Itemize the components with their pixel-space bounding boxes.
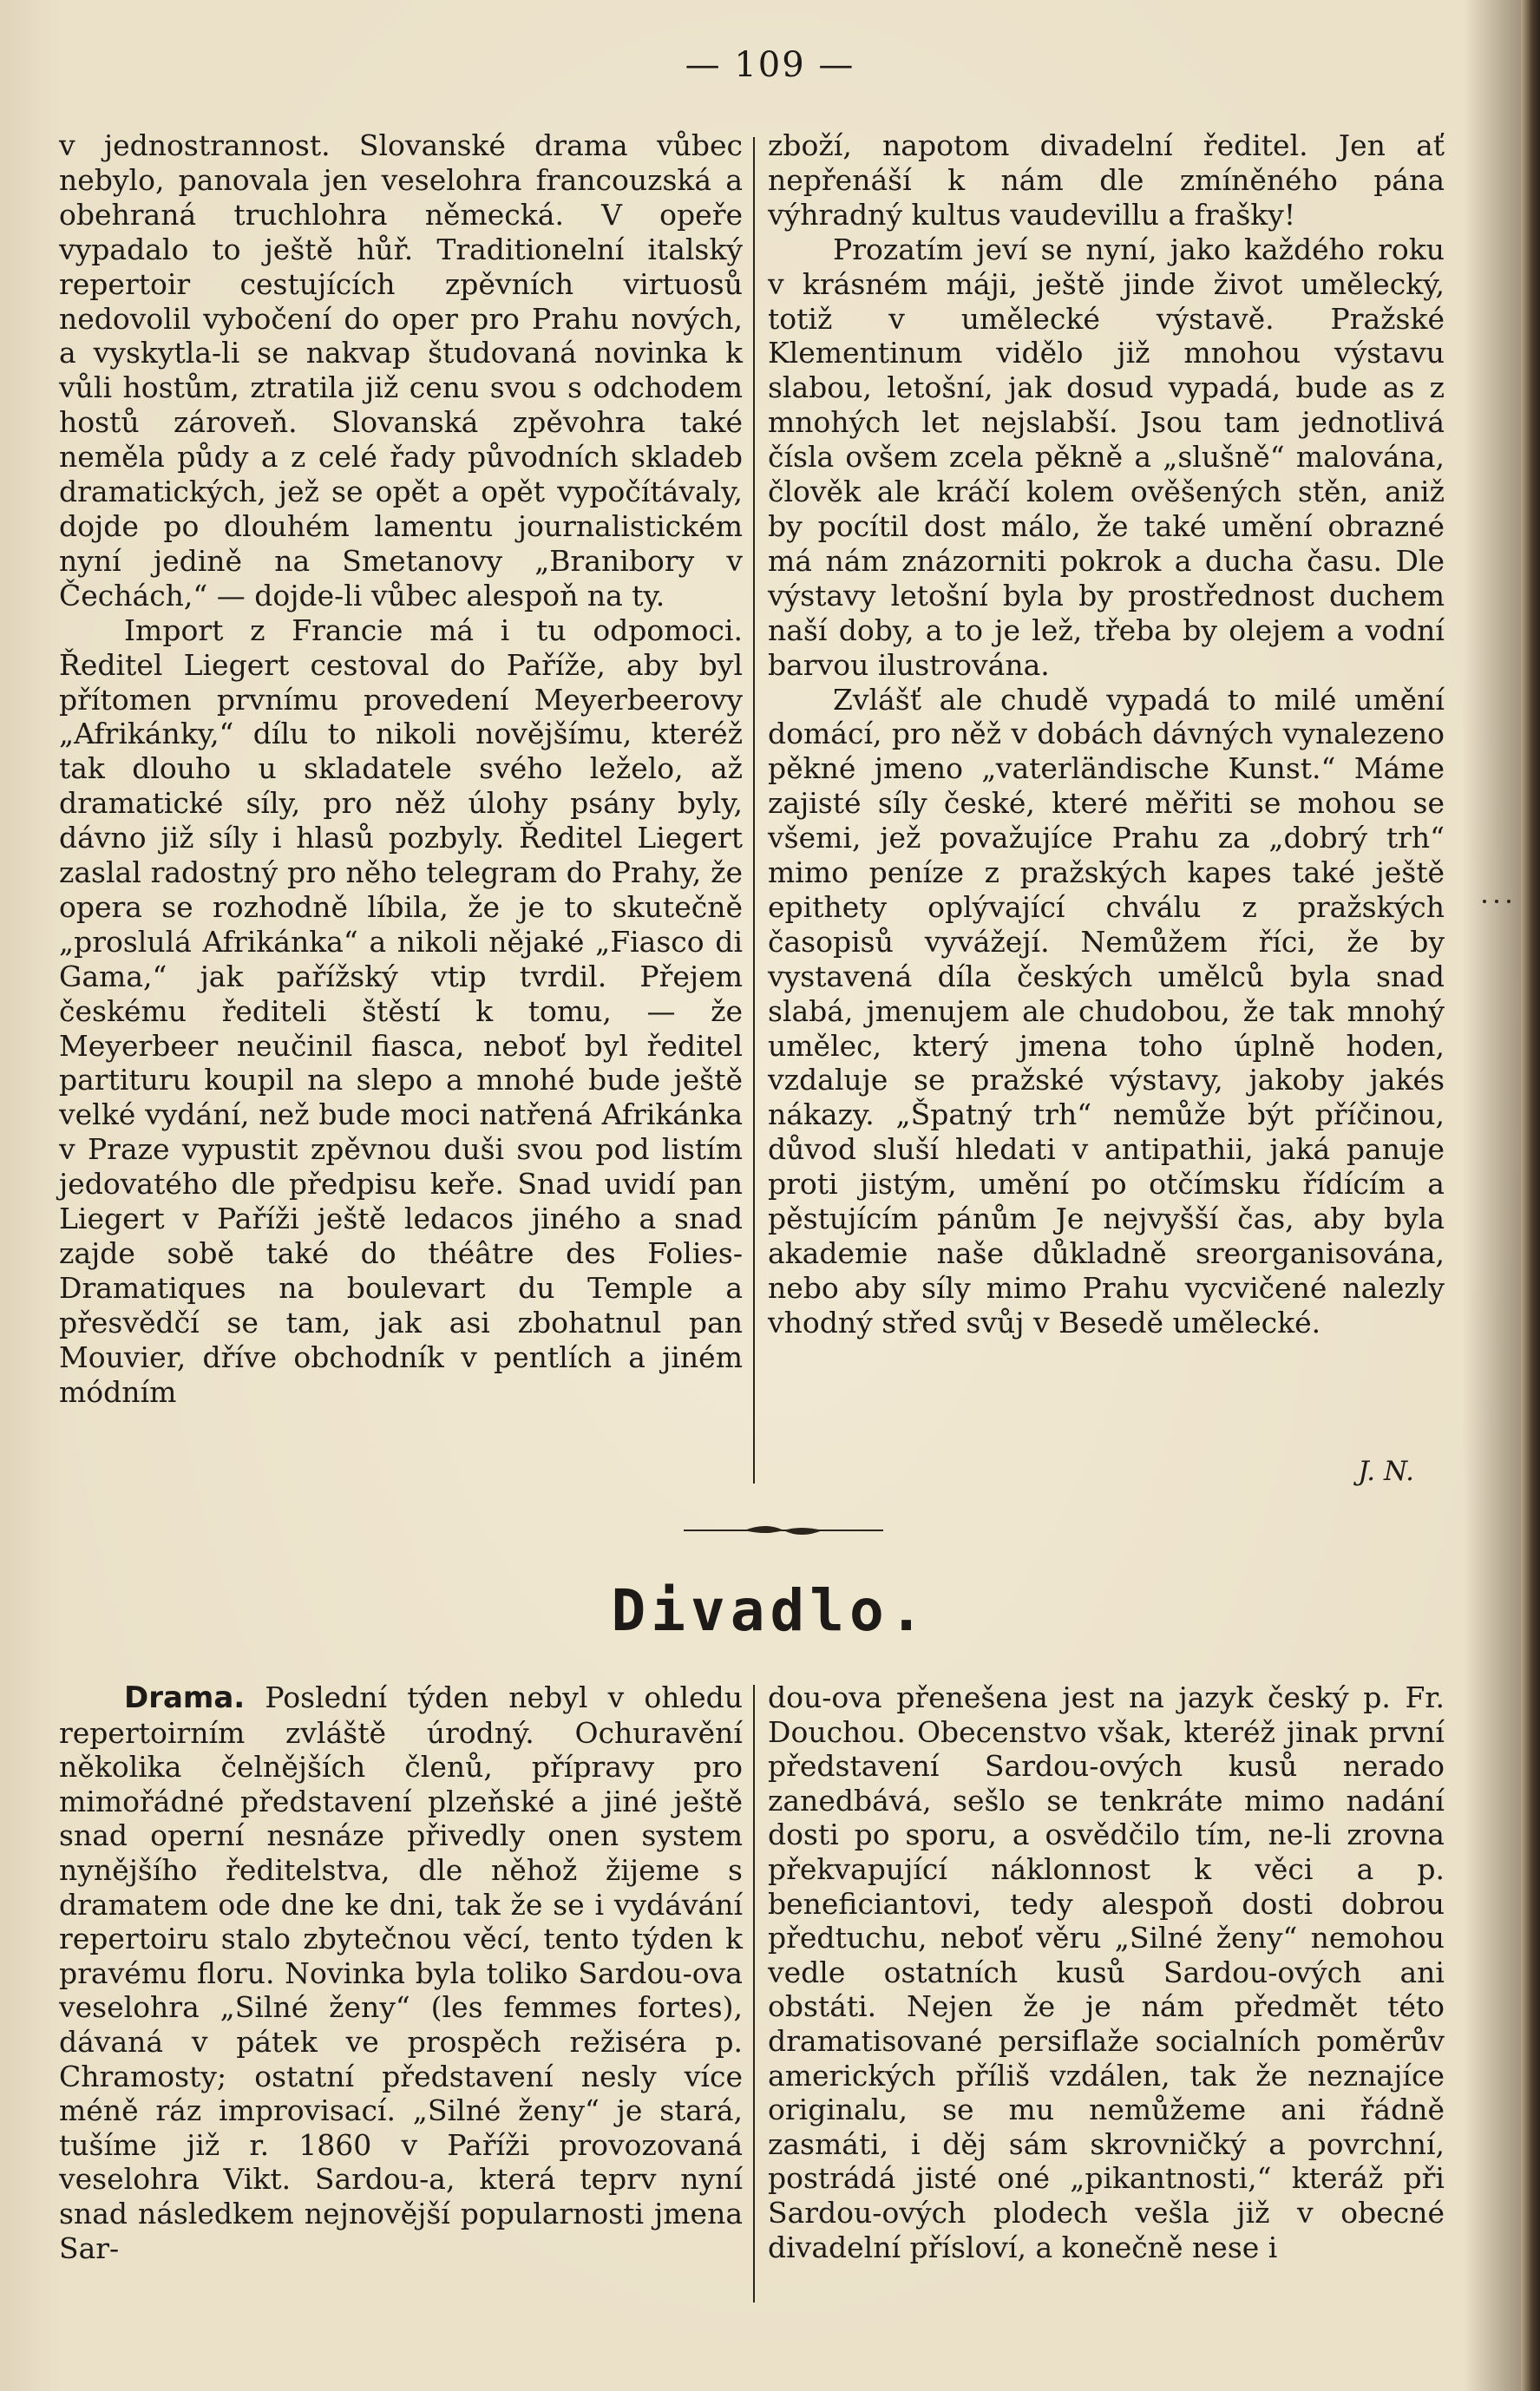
- paragraph: [59, 1680, 743, 2265]
- separator-ornament-icon: [684, 1520, 883, 1541]
- section-title: Divadlo.: [611, 1577, 929, 1644]
- paragraph-text: Poslední týden nebyl v ohledu repertoirním zvláště úrodný. Ochuravění několika čelnějších členů, přípravy pro mimořádné představení plzeňské a jiné ještě snad operní nesnáze přivedly onen system nynějšího ředitelstva, dle něhož žijeme s dramatem ode dne ke dni, tak že se i vydávání repertoiru stalo zbytečnou věcí, tento týden k pravému floru. Novinka byla toliko Sardou-ova veselohra „Silné ženy“ (les femmes fortes), dávaná v pátek ve prospěch režiséra p. Chramosty; ostatní představení nesly více méně ráz improvisací. „Silné ženy“ je stará, tušíme již r. 1860 v Paříži provozovaná veselohra Vikt. Sardou-a, která teprv nyní snad následkem nejnovější popularnosti jmena Sar-: [59, 1680, 743, 2265]
- theatre-column-left: [59, 1680, 743, 2265]
- column-divider-top: [753, 137, 755, 1484]
- paragraph: zboží, napotom divadelní ředitel. Jen ať nepřenáší k nám dle zmíněného pána výhradný kultus vaudevillu a frašky!: [768, 128, 1445, 232]
- book-spine: [1521, 0, 1540, 2391]
- page-number: — 109 —: [685, 45, 855, 85]
- article-column-left: [59, 128, 743, 1410]
- paragraph: Prozatím jeví se nyní, jako každého roku v krásném máji, ještě jinde život umělecký, totiž v umělecké výstavě. Pražské Klementinum vidělo již mnohou výstavu slabou, letošní, jak dosud vypadá, bude as z mnohých let nejslabší. Jsou tam jednotlivá čísla ovšem zcela pěkně a „slušně“ malována, člověk ale kráčí kolem ověšených stěn, aniž by pocítil dost málo, že také umění obrazné má nám znázorniti pokrok a ducha času. Dle výstavy letošní byla by prostřednost duchem naší doby, a to je lež, třeba by olejem a vodní barvou ilustrována.: [768, 232, 1445, 682]
- article-column-right: [768, 128, 1445, 1340]
- margin-mark-icon: [1479, 896, 1514, 907]
- paragraph: dou-ova přenešena jest na jazyk český p. Fr. Douchou. Obecenstvo však, kteréž jinak první představení Sardou-ových kusů nerado zanedbává, sešlo se tenkráte mimo nadání dosti po sporu, a osvědčilo tím, ne-li zrovna překvapující náklonnost k věci a p. beneficiantovi, tedy alespoň dosti dobrou předtuchu, neboť věru „Silné ženy“ nemohou vedle ostatních kusů Sardou-ových ani obstáti. Nejen že je nám předmět této dramatisované persiflaže socialních poměrův amerických příliš vzdálen, tak že neznajíce originalu, se mu nemůžeme ani řádně zasmáti, i děj sám skrovničký a povrchní, postrádá jisté oné „pikantnosti,“ kteráž při Sardou-ových plodech vešla již v obecné divadelní přísloví, a konečně nese i: [768, 1680, 1445, 2264]
- paragraph: v jednostrannost. Slovanské drama vůbec nebylo, panovala jen veselohra francouzská a obehraná truchlohra německá. V opeře vypadalo to ještě hůř. Traditionelní italský repertoir cestujících zpěvních virtuosů nedovolil vybočení do oper pro Prahu nových, a vyskytla-li se nakvap študovaná novinka k vůli hostům, ztratila již cenu svou s odchodem hostů zároveň. Slovanská zpěvohra také neměla půdy a z celé řady původních skladeb dramatických, jež se opět a opět vypočítávaly, dojde po dlouhém lamentu journalistickém nyní jedině na Smetanovy „Branibory v Čechách,“ — dojde-li vůbec alespoň na ty.: [59, 128, 743, 612]
- section-lead-in: Drama.: [124, 1680, 246, 1715]
- paragraph: Zvlášť ale chudě vypadá to milé umění domácí, pro něž v dobách dávných vynalezeno pěkné jmeno „vaterländische Kunst.“ Máme zajisté síly české, které měřiti se mohou se všemi, jež považujíce Prahu za „dobrý trh“ mimo peníze z pražských kapes také ještě epithety oplývající chválu z pražských časopisů vyvážejí. Nemůžem říci, že by vystavená díla českých umělců byla snad slabá, jmenujem ale chudobou, že tak mnohý umělec, který jmena toho úplně hoden, vzdaluje se pražské výstavy, jakoby jakés nákazy. „Špatný trh“ nemůže být příčinou, důvod sluší hledati v antipathii, jaká panuje proti jistým, umění po otčímsku řídícím a pěstujícím pánům Je nejvyšší čas, aby byla akademie naše důkladně sreorganisována, nebo aby síly mimo Prahu vycvičené nalezly vhodný střed svůj v Besedě umělecké.: [768, 682, 1445, 1340]
- author-signature: J. N.: [1358, 1456, 1414, 1487]
- paragraph: Import z Francie má i tu odpomoci. Ředitel Liegert cestoval do Paříže, aby byl přítomen prvnímu provedení Meyerbeerovy „Afrikánky,“ dílu to nikoli novějšímu, kteréž tak dlouho u skladatele svého leželo, až dramatické síly, pro něž úlohy psány byly, dávno již síly i hlasů pozbyly. Ředitel Liegert zaslal radostný pro něho telegram do Prahy, že opera se rozhodně líbila, že je to skutečně „proslulá Afrikánka“ a nikoli nějaké „Fiasco di Gama,“ jak pařížský vtip tvrdil. Přejem českému řediteli štěstí k tomu, — že Meyerbeer neučinil fiasca, neboť byl ředitel partituru koupil na slepo a mnohé bude ještě velké vydání, než bude moci natřená Afrikánka v Praze vypustit zpěvnou duši svou pod listím jedovatého dle předpisu keře. Snad uvidí pan Liegert v Paříži ještě ledacos jiného a snad zajde sobě také do théâtre des Folies-Dramatiques na boulevart du Temple a přesvědčí se tam, jak asi zbohatnul pan Mouvier, dříve obchodník v pentlích a jiném módním: [59, 612, 743, 1409]
- theatre-column-right: [768, 1680, 1445, 2264]
- column-divider-bottom: [753, 1685, 755, 2303]
